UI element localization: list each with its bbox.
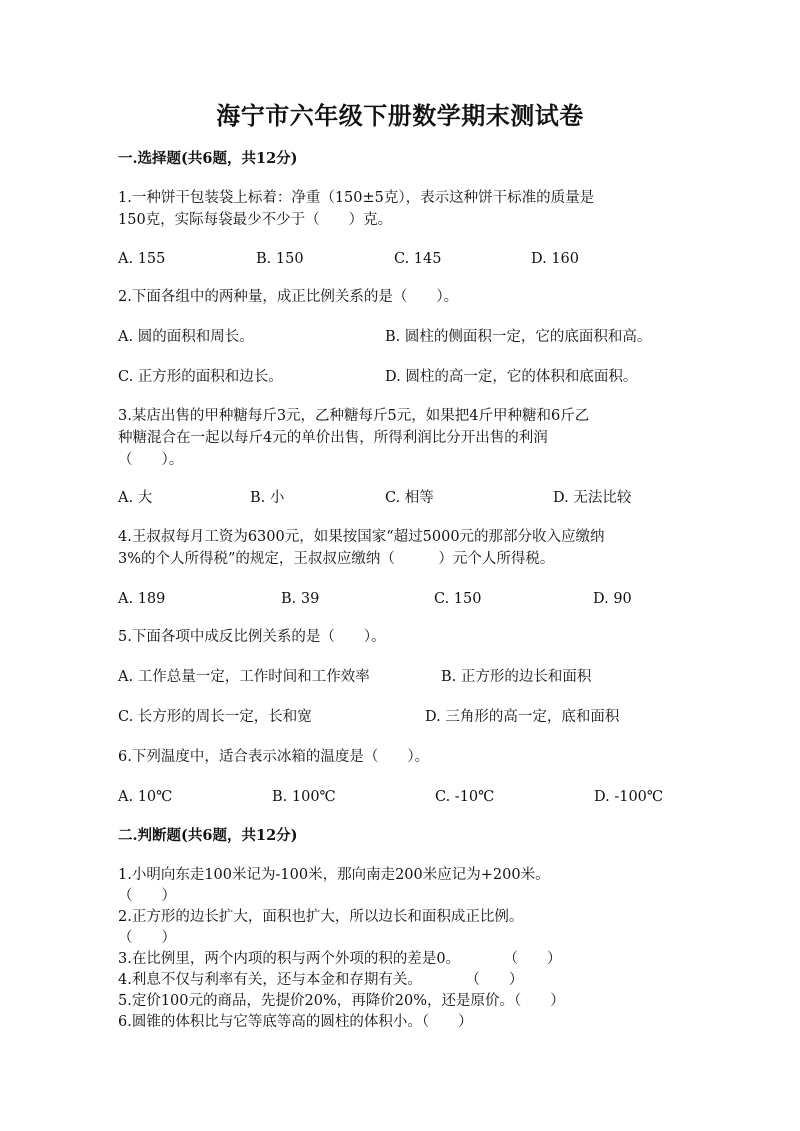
judge-6-statement: 6.圆锥的体积比与它等底等高的圆柱的体积小。（ ） [118,1014,473,1030]
judge-2-statement: 2.正方形的边长扩大，面积也扩大，所以边长和面积成正比例。 [118,909,524,925]
q1-option-a: A. 155 [118,251,166,267]
question-3-line-2: 种糖混合在一起以每斤4元的单价出售，所得利润比分开出售的利润 [118,430,548,446]
q5-option-d: D. 三角形的高一定，底和面积 [425,709,620,725]
q5-option-a: A. 工作总量一定，工作时间和工作效率 [118,669,370,685]
question-4-line-2: 3%的个人所得税”的规定，王叔叔应缴纳（ ）元个人所得税。 [118,551,555,567]
q4-option-a: A. 189 [118,591,166,607]
question-1-line-2: 150克，实际每袋最少不少于（ ）克。 [118,212,393,228]
question-2-line-1: 2.下面各组中的两种量，成正比例关系的是（ ）。 [118,289,459,305]
q4-option-b: B. 39 [281,591,320,607]
section-heading-choice: 一.选择题(共6题，共12分) [118,150,298,167]
q3-option-c: C. 相等 [385,490,434,506]
q3-option-b: B. 小 [250,490,285,506]
q4-option-c: C. 150 [434,591,482,607]
q1-option-c: C. 145 [394,251,442,267]
q6-option-d: D. -100℃ [594,789,664,805]
question-4-line-1: 4.王叔叔每月工资为6300元，如果按国家“超过5000元的那部分收入应缴纳 [118,529,605,545]
q6-option-b: B. 100℃ [272,789,336,805]
q2-option-d: D. 圆柱的高一定，它的体积和底面积。 [385,369,638,385]
q3-option-d: D. 无法比较 [553,490,632,506]
q2-option-a: A. 圆的面积和周长。 [118,329,254,345]
q5-option-b: B. 正方形的边长和面积 [441,669,592,685]
q6-option-c: C. -10℃ [435,789,495,805]
q4-option-d: D. 90 [593,591,632,607]
question-6-line-1: 6.下列温度中，适合表示冰箱的温度是（ ）。 [118,749,430,765]
question-3-line-1: 3.某店出售的甲种糖每斤3元，乙种糖每斤5元，如果把4斤甲种糖和6斤乙 [118,408,590,424]
q1-option-b: B. 150 [256,251,304,267]
q6-option-a: A. 10℃ [118,789,173,805]
page-title: 海宁市六年级下册数学期末测试卷 [216,101,584,130]
q2-option-c: C. 正方形的面积和边长。 [118,369,283,385]
question-3-line-3: （ ）。 [118,452,184,468]
judge-5-statement: 5.定价100元的商品，先提价20%，再降价20%，还是原价。（ ） [118,993,565,1009]
q1-option-d: D. 160 [531,251,580,267]
judge-3-statement: 3.在比例里，两个内项的积与两个外项的积的差是0。 （ ） [118,951,562,967]
judge-4-statement: 4.利息不仅与利率有关，还与本金和存期有关。 （ ） [118,972,524,988]
q2-option-b: B. 圆柱的侧面积一定，它的底面积和高。 [385,329,652,345]
judge-2-answer-blank: （ ） [118,930,176,946]
q3-option-a: A. 大 [118,490,153,506]
question-1-line-1: 1.一种饼干包装袋上标着：净重（150±5克），表示这种饼干标准的质量是 [118,190,595,206]
judge-1-statement: 1.小明向东走100米记为-100米，那向南走200米应记为+200米。 [118,867,550,883]
q5-option-c: C. 长方形的周长一定，长和宽 [118,709,312,725]
question-5-line-1: 5.下面各项中成反比例关系的是（ ）。 [118,629,386,645]
judge-1-answer-blank: （ ） [118,888,176,904]
section-heading-judgement: 二.判断题(共6题，共12分) [118,827,298,844]
